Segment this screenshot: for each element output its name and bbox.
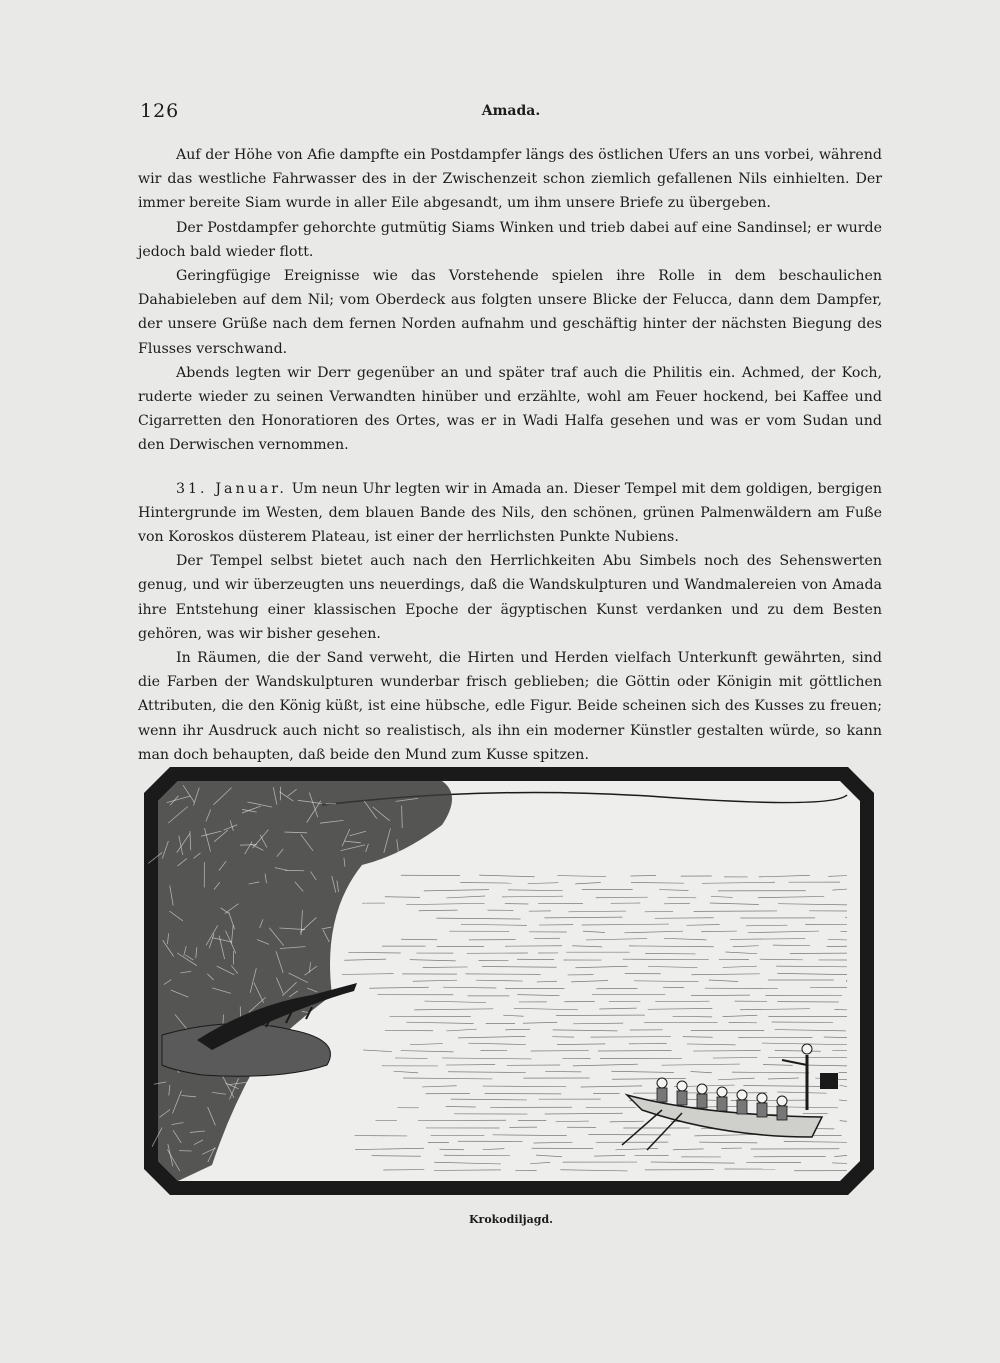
boat-passenger-body xyxy=(757,1103,767,1117)
boat-passenger-body xyxy=(777,1106,787,1120)
boat-passenger-head xyxy=(717,1087,727,1097)
figure-caption: Krokodiljagd. xyxy=(468,1213,554,1226)
boat-passenger-head xyxy=(777,1096,787,1106)
paragraph: Geringfügige Ereignisse wie das Vorstehende spielen ihre Rolle in dem beschaulichen Dahabieleben auf dem Nil; vom Oberdeck aus folgten unsere Blicke der Felucca, dann dem Dampfer, der unsere Grüße nach dem fernen Norden aufnahm und geschäftig hinter der nächsten Biegung des Flusses verschwand. xyxy=(138,268,882,357)
paragraph: Der Tempel selbst bietet auch nach den Herrlichkeiten Abu Simbels noch des Sehenswerten genug, und wir überzeugten uns neuerdings, daß die Wandskulpturen und Wandmalereien von Amada ihre Entstehung einer klassischen Epoche der ägyptischen Kunst verdanken und zu dem Besten gehören, was wir bisher gesehen. xyxy=(138,553,882,642)
boat-passenger-head xyxy=(757,1093,767,1103)
paragraph: Auf der Höhe von Afie dampfte ein Postdampfer längs des östlichen Ufers an uns vorbei, während wir das westliche Fahrwasser des in der Zwischenzeit schon ziemlich gefallenen Nils einhielten. Der immer bereite Siam wurde in aller Eile abgesandt, um ihm unsere Briefe zu übergeben. xyxy=(138,147,882,212)
paragraph: Abends legten wir Derr gegenüber an und später traf auch die Philitis ein. Achmed, der Koch, ruderte wieder zu seinen Verwandten hinüber und erzählte, wohl am Feuer hockend, bei Kaffee und Cigarretten den Honoratioren des Ortes, was er in Wadi Halfa gesehen und was er vom Sudan und den Derwischen vernommen. xyxy=(138,364,882,454)
entry-text: Um neun Uhr legten wir in Amada an. Dieser Tempel mit dem goldigen, bergigen Hintergrunde im Westen, dem blauen Bande des Nils, den schönen, grünen Palmenwäldern am Fuße von Koroskos düsterem Plateau, ist einer der herrlichsten Punkte Nubiens. xyxy=(138,480,883,546)
running-title: Amada. xyxy=(481,103,541,119)
boat-passenger-head xyxy=(697,1084,707,1094)
boat-passenger-head xyxy=(657,1078,667,1088)
paragraph: In Räumen, die der Sand verweht, die Hirten und Herden vielfach Unterkunft gewährten, sind die Farben der Wandskulpturen wunderbar frisch geblieben; die Göttin oder Königin mit göttlichen Attributen, die den König küßt, ist eine hübsche, edle Figur. Beide scheinen sich des Kusses zu freuen; wenn ihr Ausdruck auch nicht so realistisch, als ihn ein moderner Künstler gestalten würde, so kann man doch behaupten, daß beide den Mund zum Kusse spitzen. xyxy=(138,650,882,763)
boat-passenger-body xyxy=(677,1091,687,1105)
page-header xyxy=(140,100,882,130)
engraving-image xyxy=(142,765,876,1197)
page-number: 126 xyxy=(140,100,180,122)
paragraph: Der Postdampfer gehorchte gutmütig Siams Winken und trieb dabei auf eine Sandinsel; er wurde jedoch bald wieder flott. xyxy=(138,219,882,260)
body-text xyxy=(138,143,882,767)
standing-figure-head xyxy=(802,1044,812,1054)
boat-passenger-body xyxy=(717,1097,727,1111)
boat-passenger-body xyxy=(657,1088,667,1102)
boat-passenger-body xyxy=(737,1100,747,1114)
boat-passenger-body xyxy=(697,1094,707,1108)
boat-passenger-head xyxy=(677,1081,687,1091)
boat-passenger-head xyxy=(737,1090,747,1100)
illustration-crocodile-hunt xyxy=(142,765,876,1197)
diary-entry xyxy=(138,477,882,550)
entry-date: 31. Januar. xyxy=(176,480,287,497)
boat-flag xyxy=(820,1073,838,1089)
